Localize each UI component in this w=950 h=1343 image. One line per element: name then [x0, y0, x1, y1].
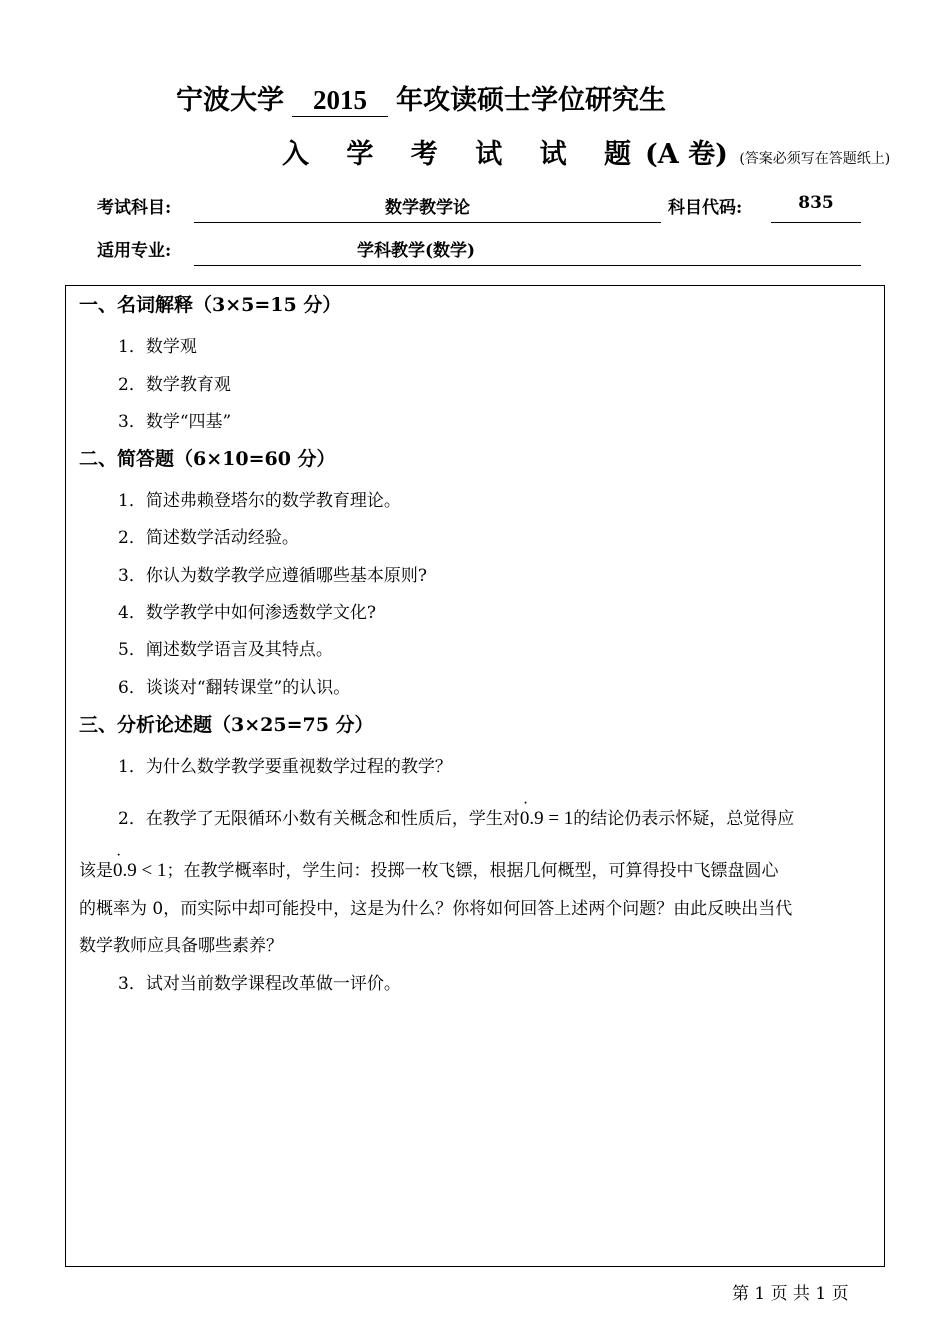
university-name: 宁波大学	[176, 85, 284, 116]
major-underline	[194, 265, 861, 266]
q2-text-d: ；在教学概率时，学生问：投掷一枚飞镖，根据几何概型，可算得投中飞镖盘圆心	[166, 861, 779, 881]
section-1-item: 2．数学教育观	[118, 375, 231, 395]
code-value: 835	[798, 193, 834, 213]
major-label: 适用专业:	[97, 241, 172, 261]
answer-note: (答案必须写在答题纸上)	[739, 151, 891, 167]
section-3-question-1: 1．为什么数学教学要重视数学过程的教学？	[118, 757, 452, 777]
exam-title-line2	[282, 132, 890, 171]
paper-version: (A 卷)	[645, 139, 728, 170]
section-2-item: 4．数学教学中如何渗透数学文化?	[118, 603, 376, 623]
section-3-question-2-line1	[118, 804, 794, 830]
q2-text-a: 2．在教学了无限循环小数有关概念和性质后，学生对	[118, 809, 520, 829]
section-2-item: 2．简述数学活动经验。	[118, 528, 299, 548]
q2-math-less	[113, 860, 166, 881]
section-1-item: 1．数学观	[118, 337, 197, 357]
subject-underline	[194, 222, 661, 223]
section-3-question-3: 3．试对当前数学课程改革做一评价。	[118, 974, 401, 994]
exam-year: 2015	[292, 85, 388, 117]
section-2-item: 1．简述弗赖登塔尔的数学教育理论。	[118, 491, 401, 511]
section-1-heading: 一、名词解释（3×5=15 分）	[79, 294, 342, 316]
q2-math-equal	[520, 808, 573, 829]
section-1-item: 3．数学“四基”	[118, 412, 232, 432]
section-3-question-2-line4: 数学教师应具备哪些素养？	[79, 936, 283, 956]
q2-text-b: 的结论仍表示怀疑，总觉得应	[573, 809, 795, 829]
exam-title: 入 学 考 试 试 题	[282, 139, 645, 170]
q2-text-c: 该是	[79, 861, 113, 881]
code-label: 科目代码:	[668, 198, 743, 218]
subject-value: 数学教学论	[385, 198, 470, 218]
q2-math-less-expr: · 0.9 < 1	[113, 860, 166, 882]
q2-math-equal-expr: · 0.9 = 1	[520, 808, 573, 830]
section-3-question-2-line3: 的概率为 0，而实际中却可能投中，这是为什么？你将如何回答上述两个问题？由此反映出当代	[79, 899, 793, 919]
section-2-heading: 二、简答题（6×10=60 分）	[79, 448, 336, 470]
section-3-question-2-line2	[79, 856, 778, 882]
section-2-item: 3．你认为数学教学应遵循哪些基本原则?	[118, 566, 427, 586]
page-number: 第 1 页 共 1 页	[732, 1284, 849, 1304]
section-3-heading: 三、分析论述题（3×25=75 分）	[79, 714, 374, 736]
code-underline	[771, 222, 861, 223]
title-suffix: 年攻读硕士学位研究生	[396, 85, 666, 116]
major-value: 学科教学(数学)	[357, 241, 476, 261]
subject-label: 考试科目:	[97, 198, 172, 218]
section-2-item: 5．阐述数学语言及其特点。	[118, 640, 333, 660]
exam-title-line1	[176, 78, 666, 117]
section-2-item: 6．谈谈对“翻转课堂”的认识。	[118, 678, 351, 698]
